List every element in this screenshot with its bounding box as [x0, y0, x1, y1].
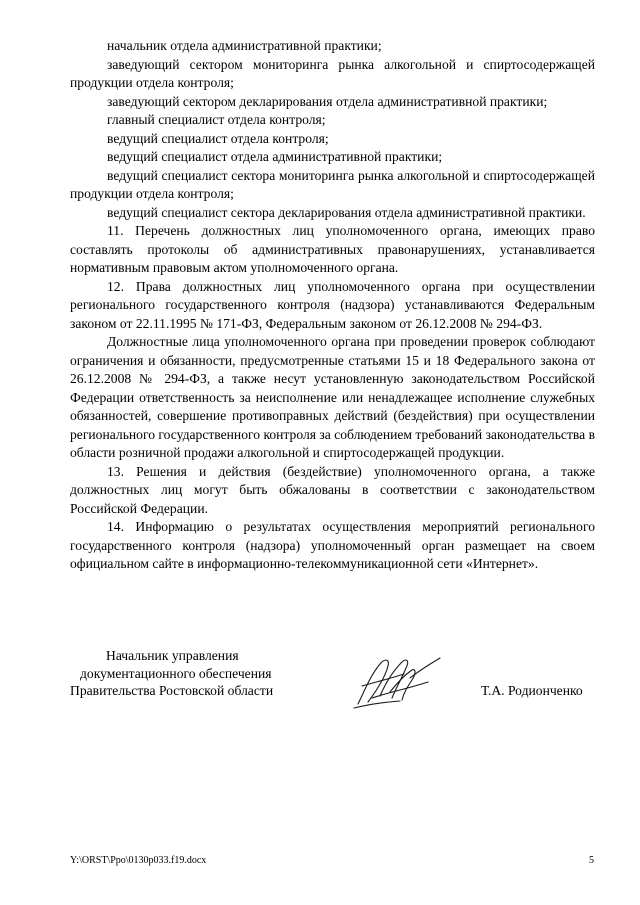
signatory-position-line-1: Начальник управления: [106, 648, 239, 663]
footer-file-path: Y:\ORST\Ppo\0130p033.f19.docx: [70, 855, 207, 866]
page-number: 5: [589, 855, 594, 866]
list-item-head-monitoring-sector: заведующий сектором мониторинга рынка алкогольной и спиртосодержащей продукции отдела контроля;: [70, 56, 595, 90]
paragraph-13: 13. Решения и действия (бездействие) уполномоченного органа, а также должностных лиц могут быть обжалованы в соответствии с законодательством Российской Федерации.: [70, 463, 595, 516]
list-item-lead-specialist-monitoring: ведущий специалист сектора мониторинга рынка алкогольной и спиртосодержащей продукции отдела контроля;: [70, 167, 595, 201]
signatory-position-line-3: Правительства Ростовской области: [70, 683, 274, 698]
body-text: [70, 37, 595, 574]
paragraph-12: 12. Права должностных лиц уполномоченного органа при осуществлении регионального государственного контроля (надзора) устанавливаются Федеральным законом от 22.11.1995 № 171-ФЗ, Федеральным законом от 26.12.2008 № 294-ФЗ.: [70, 278, 595, 331]
signatory-name: Т.А. Родионченко: [481, 683, 583, 698]
list-item-head-admin-practice: начальник отдела административной практики;: [107, 38, 382, 53]
paragraph-12-officials: Должностные лица уполномоченного органа при проведении проверок соблюдают ограничения и обязанности, предусмотренные статьями 15 и 18 Федерального закона от 26.12.2008 № 294-ФЗ, а также несут установленную законодательством Российской Федерации ответственность за неисполнение или ненадлежащее исполнение служебных обязанностей, совершение противоправных действий (бездействия) при осуществлении регионального государственного контроля за соблюдением требований законодательства в области розничной продажи алкогольной и спиртосодержащей продукции.: [70, 334, 595, 460]
paragraph-14: 14. Информацию о результатах осуществления мероприятий регионального государственного контроля (надзора) уполномоченный орган размещает на своем официальном сайте в информационно-телекоммуникационной сети «Интернет».: [70, 519, 595, 571]
signatory-position-line-2: документационного обеспечения: [80, 666, 272, 681]
handwritten-signature: [350, 652, 450, 712]
list-item-chief-specialist-control: главный специалист отдела контроля;: [107, 112, 326, 127]
paragraph-11: 11. Перечень должностных лиц уполномоченного органа, имеющих право составлять протоколы об административных правонарушениях, устанавливается нормативным правовым актом уполномоченного органа.: [70, 223, 595, 275]
list-item-lead-specialist-admin-practice: ведущий специалист отдела административной практики;: [107, 149, 443, 164]
list-item-lead-specialist-control: ведущий специалист отдела контроля;: [107, 130, 329, 146]
list-item-head-declaration-sector: заведующий сектором декларирования отдела административной практики;: [107, 93, 548, 109]
list-item-lead-specialist-declaration: ведущий специалист сектора декларирования отдела административной практики.: [107, 204, 586, 220]
